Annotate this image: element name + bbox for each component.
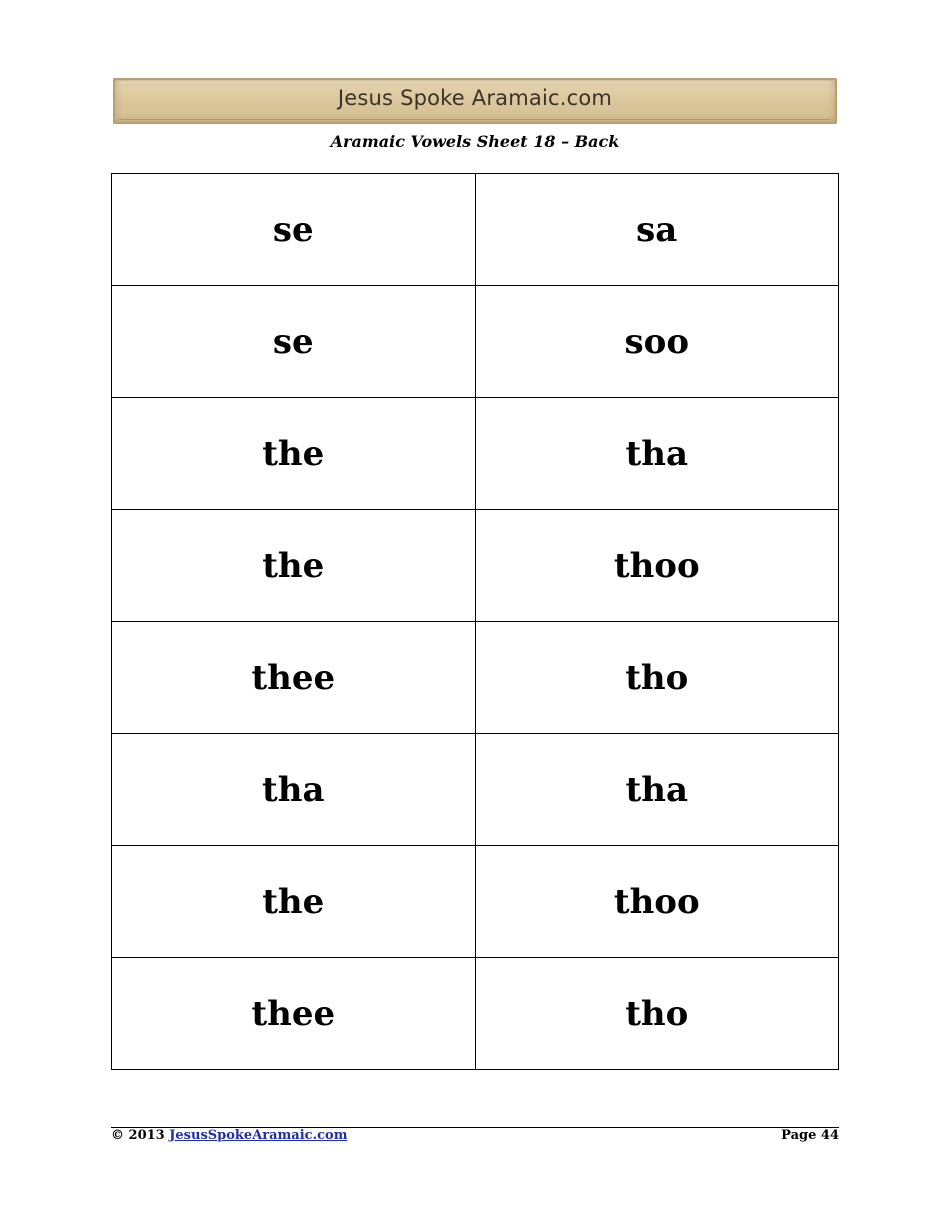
banner-title: Jesus Spoke Aramaic.com (337, 86, 613, 110)
card-cell: the (112, 398, 476, 510)
page-number: Page 44 (781, 1128, 839, 1143)
card-cell: the (112, 846, 476, 958)
table-row (112, 174, 839, 286)
sheet-title: Aramaic Vowels Sheet 18 – Back (330, 132, 620, 151)
table-row (112, 398, 839, 510)
card-cell: se (112, 286, 476, 398)
table-row (112, 510, 839, 622)
card-cell: thee (112, 958, 476, 1070)
card-cell: tha (112, 734, 476, 846)
table-row (112, 958, 839, 1070)
table-row (112, 286, 839, 398)
table-row (112, 846, 839, 958)
card-cell: tho (475, 622, 839, 734)
flashcard-grid (111, 173, 839, 1070)
card-cell: sa (475, 174, 839, 286)
site-banner (113, 78, 837, 124)
card-cell: tha (475, 734, 839, 846)
card-cell: soo (475, 286, 839, 398)
copyright-text: © 2013 (111, 1128, 165, 1143)
table-row (112, 734, 839, 846)
card-cell: thoo (475, 846, 839, 958)
card-cell: se (112, 174, 476, 286)
card-cell: tho (475, 958, 839, 1070)
table-row (112, 622, 839, 734)
footer-copyright (111, 1128, 347, 1143)
card-cell: the (112, 510, 476, 622)
card-cell: thee (112, 622, 476, 734)
card-cell: thoo (475, 510, 839, 622)
card-cell: tha (475, 398, 839, 510)
site-link[interactable]: JesusSpokeAramaic.com (169, 1128, 348, 1143)
